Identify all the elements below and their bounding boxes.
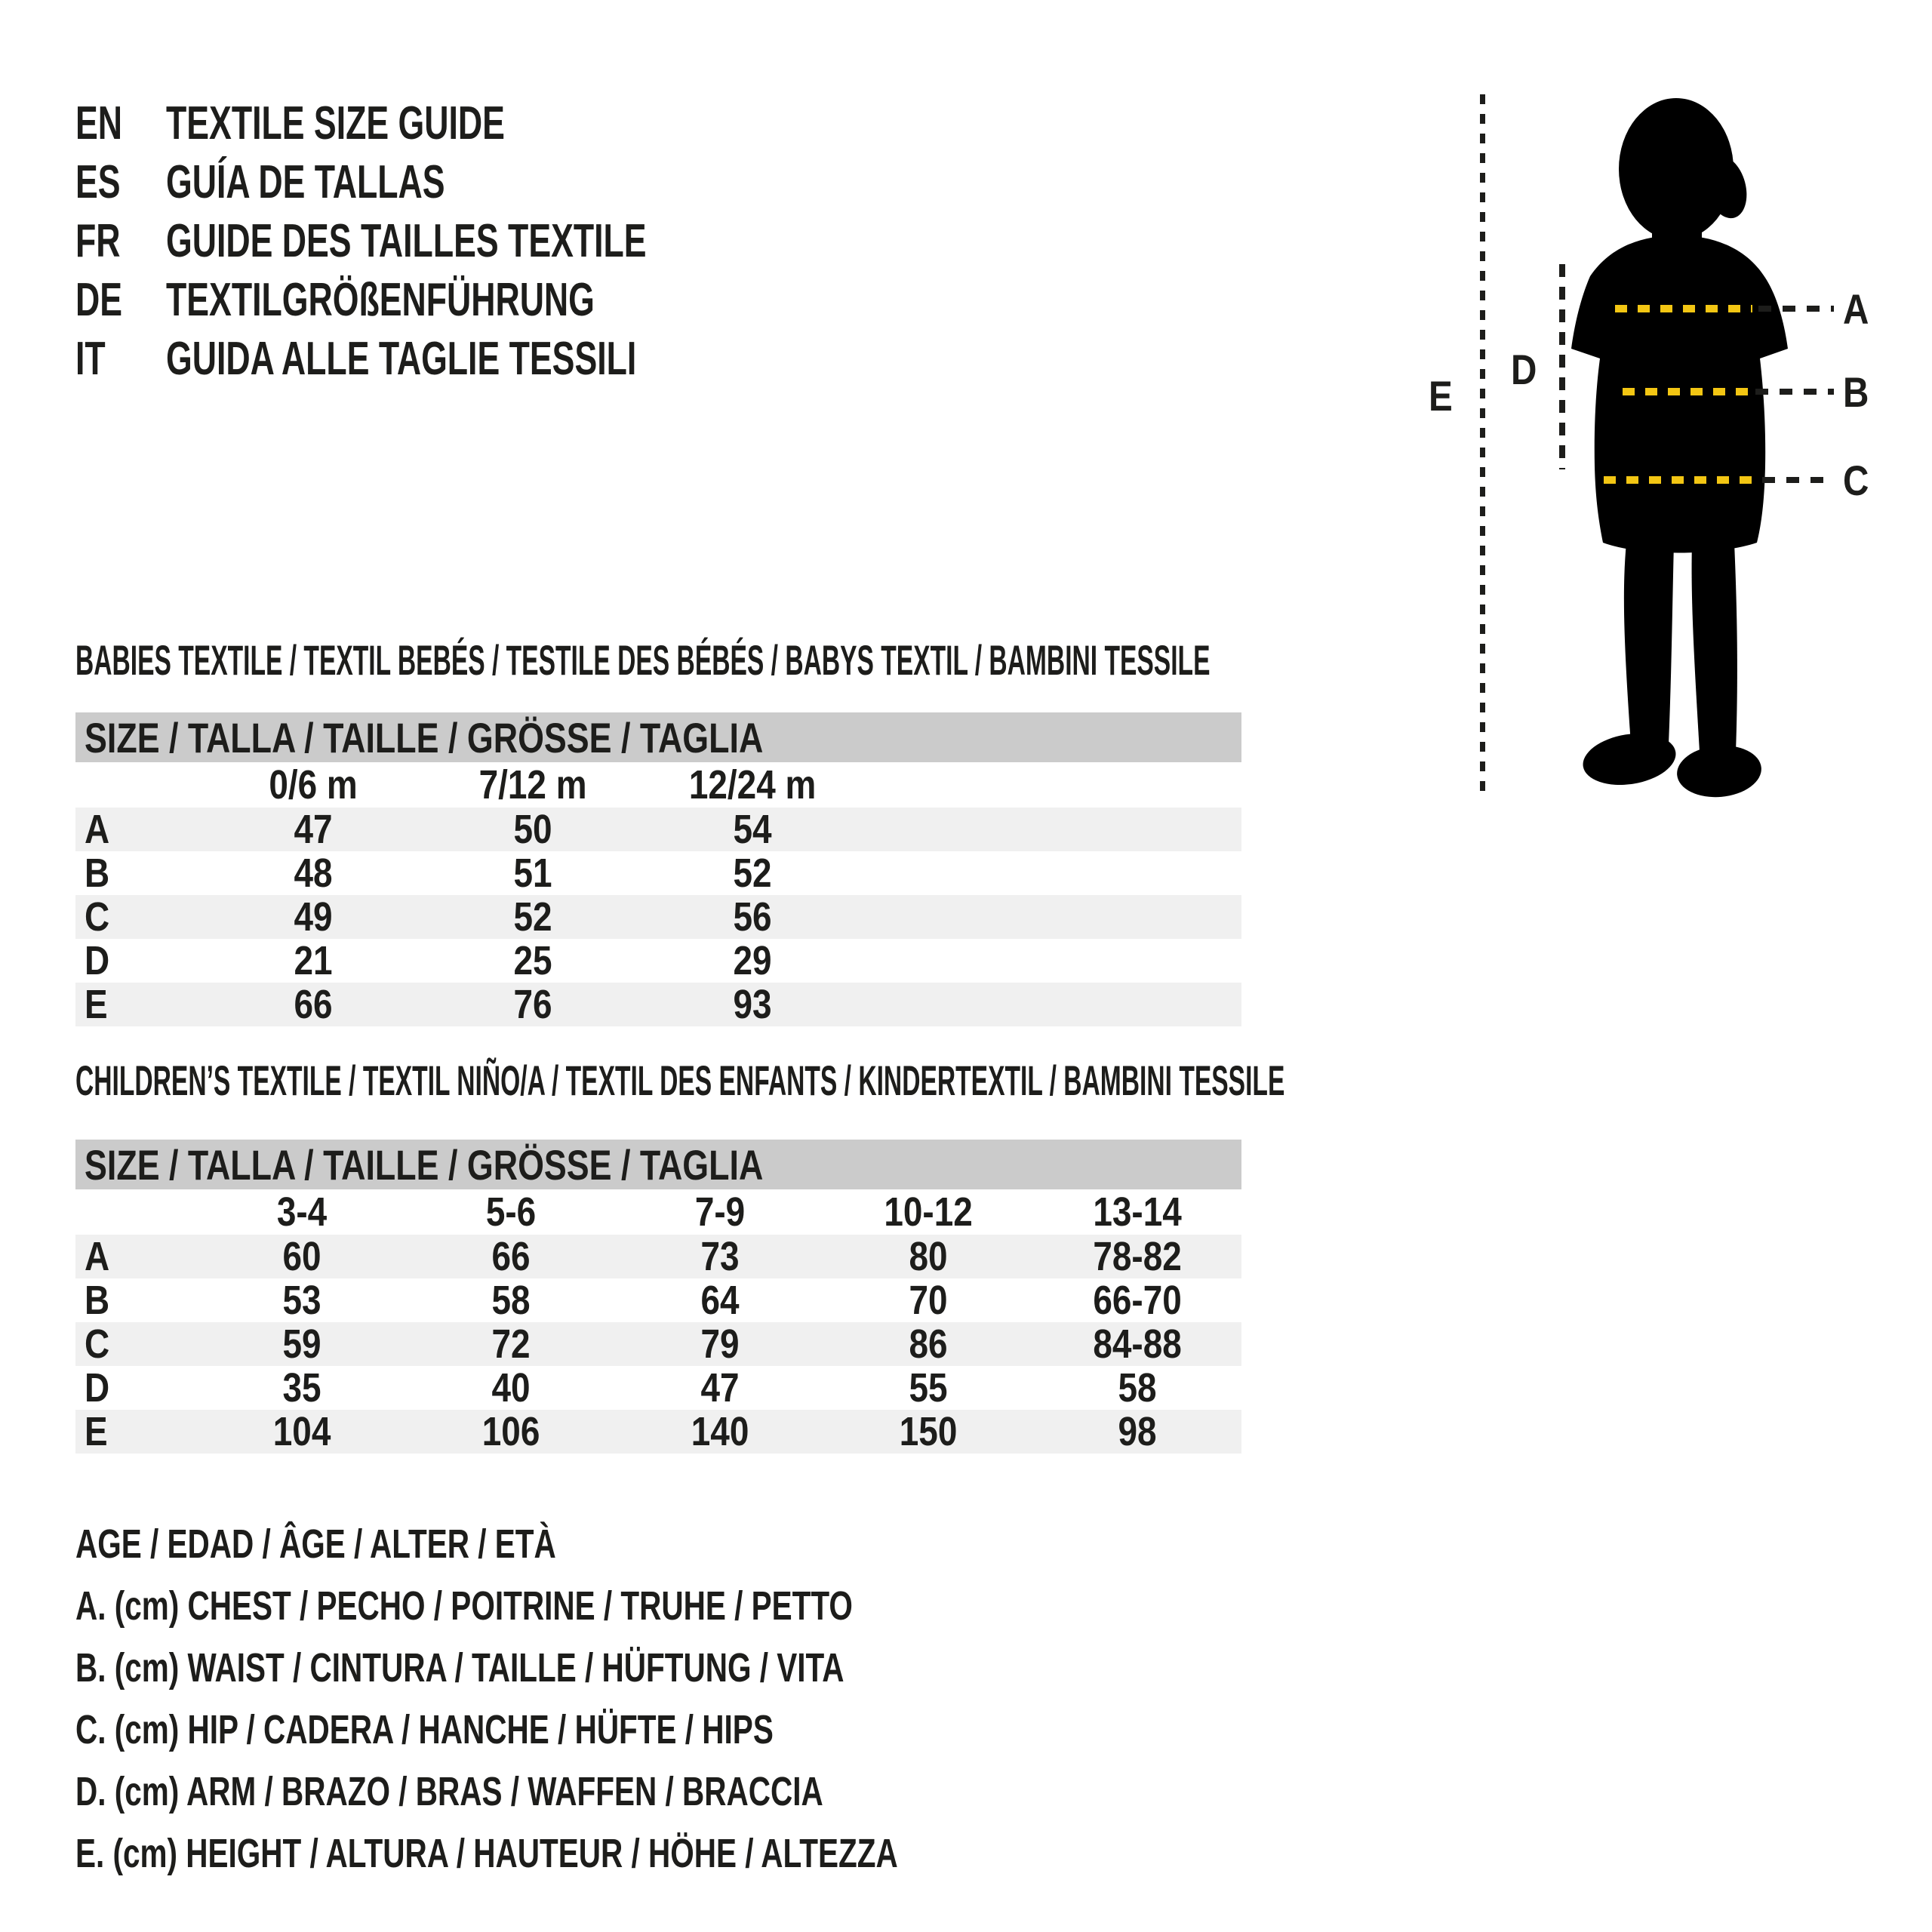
- table-cell: 56: [733, 894, 773, 940]
- table-cell: 66-70: [1092, 1278, 1182, 1323]
- legend-chest-line: A. (cm) CHEST / PECHO / POITRINE / TRUHE / PETTO: [75, 1583, 853, 1629]
- column-header: 7-9: [694, 1189, 745, 1235]
- table-cell: 40: [491, 1365, 531, 1411]
- column-header: 12/24 m: [689, 762, 817, 808]
- babies-section-title: BABIES TEXTILE / TEXTIL BEBÉS / TESTILE DES BÉBÉS / BABYS TEXTIL / BAMBINI TESSILE: [75, 636, 1211, 684]
- chest-line-yellow-dashes: [1615, 305, 1752, 312]
- marker-label-c: C: [1843, 457, 1869, 504]
- table-cell: 52: [513, 894, 553, 940]
- table-cell: 47: [294, 807, 334, 852]
- table-cell: 55: [909, 1365, 948, 1411]
- table-cell: 35: [282, 1365, 321, 1411]
- table-row-c: [75, 895, 1241, 939]
- column-header: 5-6: [485, 1189, 537, 1235]
- table-cell: 52: [733, 851, 773, 896]
- babies-size-table: [75, 712, 1241, 1026]
- language-code: DE: [75, 273, 123, 326]
- table-cell: 72: [491, 1321, 531, 1367]
- measurement-legend: [75, 1513, 1172, 1884]
- marker-label-e: E: [1429, 372, 1453, 420]
- table-row-e: [75, 983, 1241, 1026]
- row-label: A: [85, 807, 110, 852]
- hip-line-black-dashes: [1762, 477, 1834, 483]
- table-cell: 48: [294, 851, 334, 896]
- language-title: TEXTILE SIZE GUIDE: [166, 97, 505, 149]
- table-row-b: [75, 851, 1241, 895]
- table-row-a: [75, 1235, 1241, 1278]
- row-label: B: [85, 1278, 110, 1323]
- table-cell: 58: [491, 1278, 531, 1323]
- language-title: GUIDA ALLE TAGLIE TESSILI: [166, 332, 637, 385]
- table-cell: 60: [282, 1234, 321, 1279]
- column-header-row: [75, 762, 1241, 808]
- language-row-it: [75, 329, 833, 388]
- row-label: A: [85, 1234, 110, 1279]
- legend-height-line: E. (cm) HEIGHT / ALTURA / HAUTEUR / HÖHE / ALTEZZA: [75, 1831, 898, 1876]
- table-cell: 64: [700, 1278, 740, 1323]
- language-title-list: [75, 94, 833, 388]
- row-label: C: [85, 894, 110, 940]
- table-cell: 47: [700, 1365, 740, 1411]
- hip-line-yellow-dashes: [1604, 476, 1755, 484]
- language-code: EN: [75, 97, 123, 149]
- height-measure-line-e: [1480, 94, 1485, 796]
- table-row-c: [75, 1322, 1241, 1366]
- language-code: IT: [75, 332, 106, 385]
- table-cell: 53: [282, 1278, 321, 1323]
- children-size-table: [75, 1140, 1241, 1454]
- legend-waist-line: B. (cm) WAIST / CINTURA / TAILLE / HÜFTUNG / VITA: [75, 1645, 844, 1690]
- column-header: 7/12 m: [479, 762, 587, 808]
- table-cell: 51: [513, 851, 553, 896]
- table-cell: 58: [1118, 1365, 1157, 1411]
- table-cell: 66: [294, 982, 334, 1027]
- row-label: E: [85, 1409, 108, 1454]
- waist-line-black-dashes: [1755, 389, 1834, 395]
- table-cell: 59: [282, 1321, 321, 1367]
- legend-age-line: AGE / EDAD / ÂGE / ALTER / ETÀ: [75, 1521, 556, 1567]
- table-cell: 76: [513, 982, 553, 1027]
- row-label: B: [85, 851, 110, 896]
- table-row-a: [75, 808, 1241, 851]
- table-cell: 21: [294, 938, 334, 983]
- arm-measure-line-d: [1559, 264, 1565, 469]
- table-cell: 140: [691, 1409, 749, 1454]
- table-row-e: [75, 1410, 1241, 1454]
- children-section-title: CHILDREN’S TEXTILE / TEXTIL NIÑO/A / TEXTIL DES ENFANTS / KINDERTEXTIL / BAMBINI TESSILE: [75, 1057, 1285, 1104]
- language-row-es: [75, 152, 833, 211]
- language-title: TEXTILGRÖßENFÜHRUNG: [166, 273, 595, 326]
- column-header-row: [75, 1189, 1241, 1235]
- child-silhouette-image: [1566, 89, 1792, 798]
- table-cell: 25: [513, 938, 553, 983]
- row-label: D: [85, 1365, 110, 1411]
- table-cell: 98: [1118, 1409, 1157, 1454]
- table-cell: 78-82: [1092, 1234, 1182, 1279]
- table-cell: 49: [294, 894, 334, 940]
- column-header: 10-12: [884, 1189, 973, 1235]
- column-header: 3-4: [277, 1189, 328, 1235]
- table-cell: 104: [273, 1409, 331, 1454]
- table-cell: 80: [909, 1234, 948, 1279]
- table-row-b: [75, 1278, 1241, 1322]
- size-header-bar: SIZE / TALLA / TAILLE / GRÖSSE / TAGLIA: [75, 712, 1241, 762]
- table-cell: 54: [733, 807, 773, 852]
- chest-line-black-dashes: [1758, 306, 1834, 312]
- table-cell: 73: [700, 1234, 740, 1279]
- table-cell: 50: [513, 807, 553, 852]
- table-row-d: [75, 939, 1241, 983]
- table-cell: 93: [733, 982, 773, 1027]
- table-cell: 29: [733, 938, 773, 983]
- marker-label-a: A: [1843, 285, 1869, 333]
- language-row-fr: [75, 211, 833, 270]
- language-code: ES: [75, 155, 121, 208]
- row-label: D: [85, 938, 110, 983]
- language-title: GUÍA DE TALLAS: [166, 155, 445, 208]
- table-cell: 70: [909, 1278, 948, 1323]
- table-cell: 150: [899, 1409, 958, 1454]
- row-label: E: [85, 982, 108, 1027]
- waist-line-yellow-dashes: [1623, 388, 1749, 395]
- marker-label-d: D: [1511, 346, 1537, 393]
- table-cell: 106: [481, 1409, 540, 1454]
- language-row-de: [75, 270, 833, 329]
- language-title: GUIDE DES TAILLES TEXTILE: [166, 214, 647, 267]
- legend-arm-line: D. (cm) ARM / BRAZO / BRAS / WAFFEN / BRACCIA: [75, 1769, 823, 1814]
- table-cell: 66: [491, 1234, 531, 1279]
- language-row-en: [75, 94, 833, 152]
- size-header-bar: SIZE / TALLA / TAILLE / GRÖSSE / TAGLIA: [75, 1140, 1241, 1189]
- legend-hip-line: C. (cm) HIP / CADERA / HANCHE / HÜFTE / HIPS: [75, 1707, 774, 1752]
- column-header: 0/6 m: [269, 762, 358, 808]
- column-header: 13-14: [1092, 1189, 1182, 1235]
- row-label: C: [85, 1321, 110, 1367]
- marker-label-b: B: [1843, 368, 1869, 416]
- language-code: FR: [75, 214, 121, 267]
- table-cell: 86: [909, 1321, 948, 1367]
- table-row-d: [75, 1366, 1241, 1410]
- table-cell: 79: [700, 1321, 740, 1367]
- table-cell: 84-88: [1092, 1321, 1182, 1367]
